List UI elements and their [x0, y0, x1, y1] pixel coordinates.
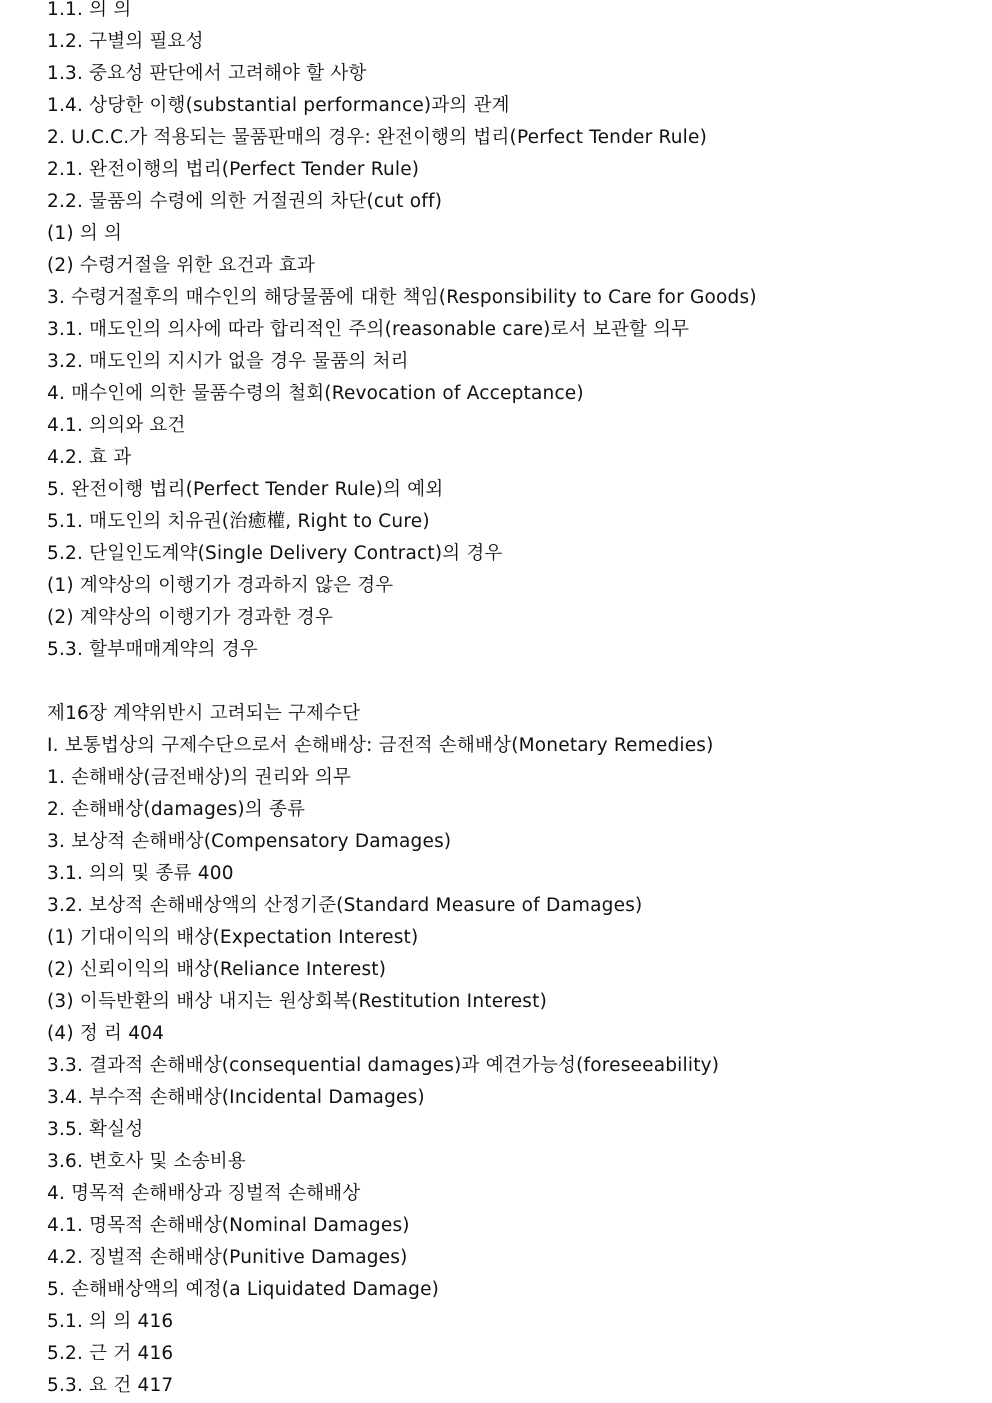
- toc-entry: (2) 수령거절을 위한 요건과 효과: [47, 255, 315, 276]
- toc-entry: (4) 정 리 404: [47, 1023, 165, 1044]
- toc-entry: 2.2. 물품의 수령에 의한 거절권의 차단(cut off): [47, 191, 443, 212]
- toc-entry: 4. 명목적 손해배상과 징벌적 손해배상: [47, 1183, 361, 1204]
- toc-entry: 3.1. 의의 및 종류 400: [47, 863, 234, 884]
- toc-entry: (2) 신뢰이익의 배상(Reliance Interest): [47, 959, 387, 980]
- toc-entry: 3. 보상적 손해배상(Compensatory Damages): [47, 831, 452, 852]
- toc-entry: 5.1. 매도인의 치유권(治癒權, Right to Cure): [47, 511, 430, 532]
- toc-entry: 4.1. 명목적 손해배상(Nominal Damages): [47, 1215, 410, 1236]
- toc-entry: 1.1. 의 의: [47, 0, 132, 20]
- toc-page: [47, 0, 977, 1402]
- chapter-heading: 제16장 계약위반시 고려되는 구제수단: [47, 703, 361, 724]
- toc-entry: 5.2. 근 거 416: [47, 1343, 174, 1364]
- toc-section-1: [47, 0, 977, 666]
- toc-entry: 2.1. 완전이행의 법리(Perfect Tender Rule): [47, 159, 420, 180]
- toc-entry: 3.3. 결과적 손해배상(consequential damages)과 예견가능성(foreseeability): [47, 1055, 720, 1076]
- toc-entry: (1) 의 의: [47, 223, 123, 244]
- toc-entry: 5.1. 의 의 416: [47, 1311, 174, 1332]
- toc-entry: 3.5. 확실성: [47, 1119, 144, 1140]
- toc-entry: (1) 기대이익의 배상(Expectation Interest): [47, 927, 419, 948]
- section-spacer: [47, 666, 977, 698]
- toc-entry: 5. 손해배상액의 예정(a Liquidated Damage): [47, 1279, 440, 1300]
- toc-entry: (1) 계약상의 이행기가 경과하지 않은 경우: [47, 575, 394, 596]
- toc-entry: 5. 완전이행 법리(Perfect Tender Rule)의 예외: [47, 479, 444, 500]
- toc-entry: 4.1. 의의와 요건: [47, 415, 186, 436]
- toc-entry: 1.4. 상당한 이행(substantial performance)과의 관계: [47, 95, 510, 116]
- toc-entry: 1.2. 구별의 필요성: [47, 31, 204, 52]
- toc-entry: 5.3. 요 건 417: [47, 1375, 174, 1396]
- toc-entry: 1. 손해배상(금전배상)의 권리와 의무: [47, 767, 352, 788]
- toc-entry: (3) 이득반환의 배상 내지는 원상회복(Restitution Interest): [47, 991, 547, 1012]
- toc-entry: 4. 매수인에 의한 물품수령의 철회(Revocation of Acceptance): [47, 383, 584, 404]
- toc-entry: 1.3. 중요성 판단에서 고려해야 할 사항: [47, 63, 367, 84]
- toc-entry: 3.2. 보상적 손해배상액의 산정기준(Standard Measure of Damages): [47, 895, 643, 916]
- toc-entry: 5.3. 할부매매계약의 경우: [47, 639, 258, 660]
- toc-entry: 3.4. 부수적 손해배상(Incidental Damages): [47, 1087, 425, 1108]
- toc-entry: 2. U.C.C.가 적용되는 물품판매의 경우: 완전이행의 법리(Perfect Tender Rule): [47, 127, 708, 148]
- toc-entry: 2. 손해배상(damages)의 종류: [47, 799, 306, 820]
- toc-section-2: [47, 698, 977, 1402]
- toc-entry: 3.1. 매도인의 의사에 따라 합리적인 주의(reasonable care)로서 보관할 의무: [47, 319, 690, 340]
- toc-entry: 5.2. 단일인도계약(Single Delivery Contract)의 경우: [47, 543, 503, 564]
- toc-entry: 4.2. 효 과: [47, 447, 132, 468]
- toc-entry: 3.6. 변호사 및 소송비용: [47, 1151, 246, 1172]
- toc-entry: Ⅰ. 보통법상의 구제수단으로서 손해배상: 금전적 손해배상(Monetary Remedies): [47, 735, 714, 756]
- toc-entry: 3. 수령거절후의 매수인의 해당물품에 대한 책임(Responsibility to Care for Goods): [47, 287, 757, 308]
- toc-entry: (2) 계약상의 이행기가 경과한 경우: [47, 607, 334, 628]
- toc-entry: 4.2. 징벌적 손해배상(Punitive Damages): [47, 1247, 408, 1268]
- toc-entry: 3.2. 매도인의 지시가 없을 경우 물품의 처리: [47, 351, 409, 372]
